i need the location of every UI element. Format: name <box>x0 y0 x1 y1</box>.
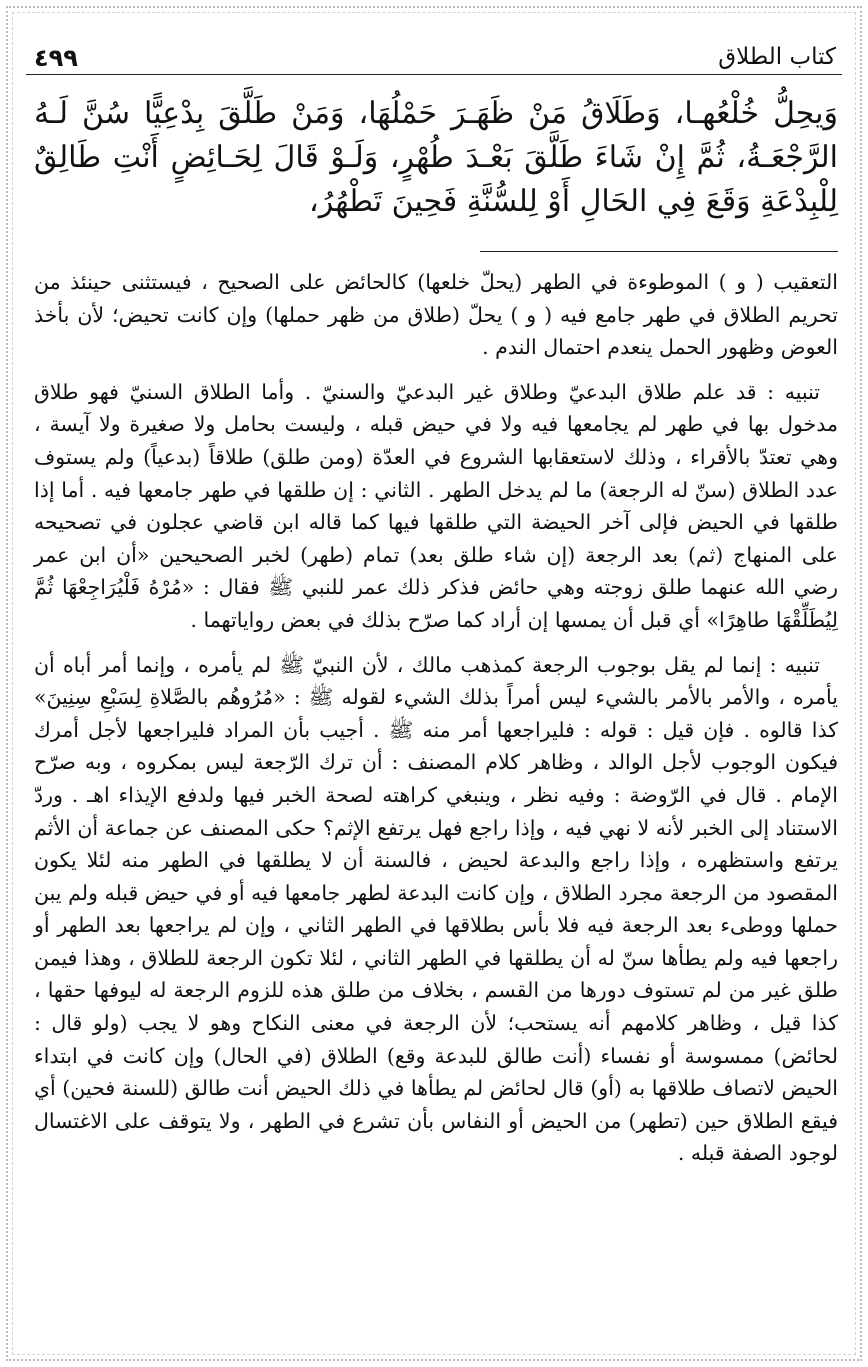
commentary <box>34 266 838 1182</box>
commentary-paragraph-1: التعقيب ( و ) الموطوءة في الطهر (يحلّ خلعها) كالحائض على الصحيح ، فيستثنى حينئذ من تحريم الطلاق في طهر جامع فيه ( و ) يحلّ (طلاق من ظهر حملها) وإن كانت تحيض؛ لأن بأخذ العوض وظهور الحمل ينعدم احتمال الندم . <box>34 270 838 360</box>
chapter-title: كتاب الطلاق <box>718 44 836 70</box>
commentary-paragraph-2: تنبيه : قد علم طلاق البدعيّ وطلاق غير البدعيّ والسنيّ . وأما الطلاق السنيّ فهو طلاق مدخول بها في طهر لم يجامعها فيه ولا في حيض قبله ، وليست بحامل ولا صغيرة ولا آيسة ، وهي تعتدّ بالأقراء ، وذلك لاستعقابها الشروع في العدّة (ومن طلق) طلاقاً (بدعياً) ولم يستوف عدد الطلاق (سنّ له الرجعة) ما لم يدخل الطهر . الثاني : إن طلقها في طهر جامعها فيه . أما إذا طلقها في الحيض فإلى آخر الحيضة التي طلقها فيها كما قاله ابن قاضي عجلون في تصحيحه على المنهاج (ثم) بعد الرجعة (إن شاء طلق بعد) تمام (طهر) لخبر الصحيحين «أن ابن عمر رضي الله عنهما طلق زوجته وهي حائض فذكر ذلك عمر للنبي ﷺ فقال : «مُرْهُ فَلْيُرَاجِعْهَا ثُمَّ لِيُطَلِّقْهَا طاهِرًا» أي قبل أن يمسها إن أراد كما صرّح بذلك في بعض رواياتهما . <box>34 379 838 632</box>
footnote-separator <box>480 251 838 252</box>
commentary-paragraph-3: تنبيه : إنما لم يقل بوجوب الرجعة كمذهب مالك ، لأن النبيّ ﷺ لم يأمره ، وإنما أمر أباه أن يأمره ، والأمر بالأمر بالشيء ليس أمراً بذلك الشيء لقوله ﷺ : «مُرُوهُم بالصَّلاةِ لِسَبْعِ سِنِينَ» كذا قالوه . فإن قيل : قوله : فليراجعها أمر منه ﷺ . أجيب بأن المراد فليراجعها لأجل أمرك فيكون الوجوب لأجل الوالد ، وظاهر كلام المصنف : أن ترك الرّجعة ليس بمكروه ، وبه صرّح الإمام . قال في الرّوضة : وفيه نظر ، وينبغي كراهته لصحة الخبر فيها ولدفع الإيذاء اهـ . وردّ الاستناد إلى الخبر لأنه لا نهي فيه ، وإذا راجع فهل يرتفع الإثم؟ حكى المصنف عن جماعة أن الأثم يرتفع واستظهره ، وإذا راجع والبدعة لحيض ، فالسنة أن لا يطلقها في الطهر منه لئلا يكون المقصود من الرجعة مجرد الطلاق ، وإن كانت البدعة لطهر جامعها فيه أو في حيض قبله ولم يبن حملها ووطىء بعد الرجعة فيه فلا بأس بطلاقها في الطهر الثاني ، وإن لم يراجعها بعد الطهر أو راجعها فيه ولم يطأها سنّ له أن يطلقها في الطهر الثاني ، لئلا تكون الرجعة للطلاق ، وهذا فيمن طلق غير من لم تستوف دورها من القسم ، بخلاف من طلق هذه للزوم الرجعة له ليوفها حقها ، كذا قيل ، وظاهر كلامهم أنه يستحب؛ لأن الرجعة في معنى النكاح وهو لا يجب (ولو قال : لحائض) ممسوسة أو نفساء (أنت طالق للبدعة وقع) الطلاق (في الحال) وإن كانت في ابتداء الحيض لاتصاف طلاقها به (أو) قال لحائض لم يطأها في ذلك الحيض أنت طالق (للسنة فحين) أي فيقع الطلاق حين (تطهر) من الحيض أو النفاس بأن تشرع في الطهر ، ولا يتوقف على الاغتسال لوجود الصفة قبله . <box>34 652 838 1166</box>
page-header <box>26 40 842 75</box>
page-number: ٤٩٩ <box>34 44 78 72</box>
main-text: وَيحِلُّ خُلْعُهـا، وَطَلَاقُ مَنْ ظَهَـرَ حَمْلُهَا، وَمَنْ طَلَّقَ بِدْعِيًّا سُنَّ لَـهُ الرَّجْعَـةُ، ثُمَّ إِنْ شَاءَ طَلَّقَ بَعْـدَ طُهْرٍ، وَلَـوْ قَالَ لِحَـائِضٍ أَنْتِ طَالِقٌ لِلْبِدْعَةِ وَقَعَ فِي الحَالِ أَوْ لِلسُّنَّةِ فَحِينَ تَطْهُرُ، <box>34 96 838 219</box>
